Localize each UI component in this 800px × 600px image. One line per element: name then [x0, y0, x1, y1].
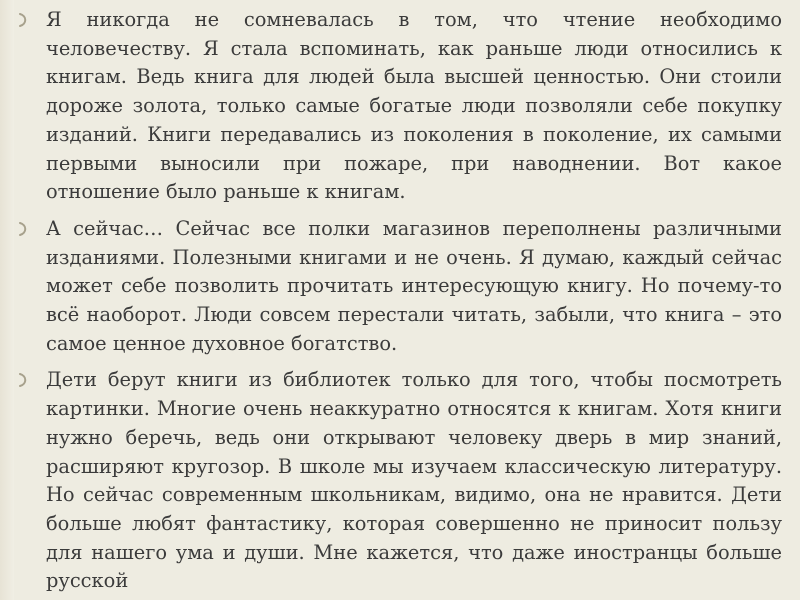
curved-bullet-icon	[16, 12, 30, 28]
paragraph-1	[14, 6, 782, 207]
curved-bullet-icon	[16, 221, 30, 237]
paragraph-1-text: Я никогда не сомневалась в том, что чтение необходимо человечеству. Я стала вспоминать, как раньше люди относились к книгам. Ведь книга для людей была высшей ценностью. Они стоили дороже золота, только самые богатые люди позволяли себе покупку изданий. Книги передавались из поколения в поколение, их самыми первыми выносили при пожаре, при наводнении. Вот какое отношение было раньше к книгам.	[46, 8, 782, 204]
slide-body	[14, 6, 782, 596]
paragraph-3-text: Дети берут книги из библиотек только для того, чтобы посмотреть картинки. Многие очень неаккуратно относятся к книгам. Хотя книги нужно беречь, ведь они открывают человеку дверь в мир знаний, расширяют кругозор. В школе мы изучаем классическую литературу. Но сейчас современным школьникам, видимо, она не нравится. Дети больше любят фантастику, которая совершенно не приносит пользу для нашего ума и души. Мне кажется, что даже иностранцы больше русской	[46, 368, 782, 593]
paragraph-2	[14, 215, 782, 359]
curved-bullet-icon	[16, 372, 30, 388]
paragraph-2-text: А сейчас… Сейчас все полки магазинов переполнены различными изданиями. Полезными книгами и не очень. Я думаю, каждый сейчас может себе позволить прочитать интересующую книгу. Но почему-то всё наоборот. Люди совсем перестали читать, забыли, что книга – это самое ценное духовное богатство.	[46, 216, 782, 355]
left-decorative-stripe	[0, 0, 14, 600]
paragraph-3	[14, 366, 782, 596]
